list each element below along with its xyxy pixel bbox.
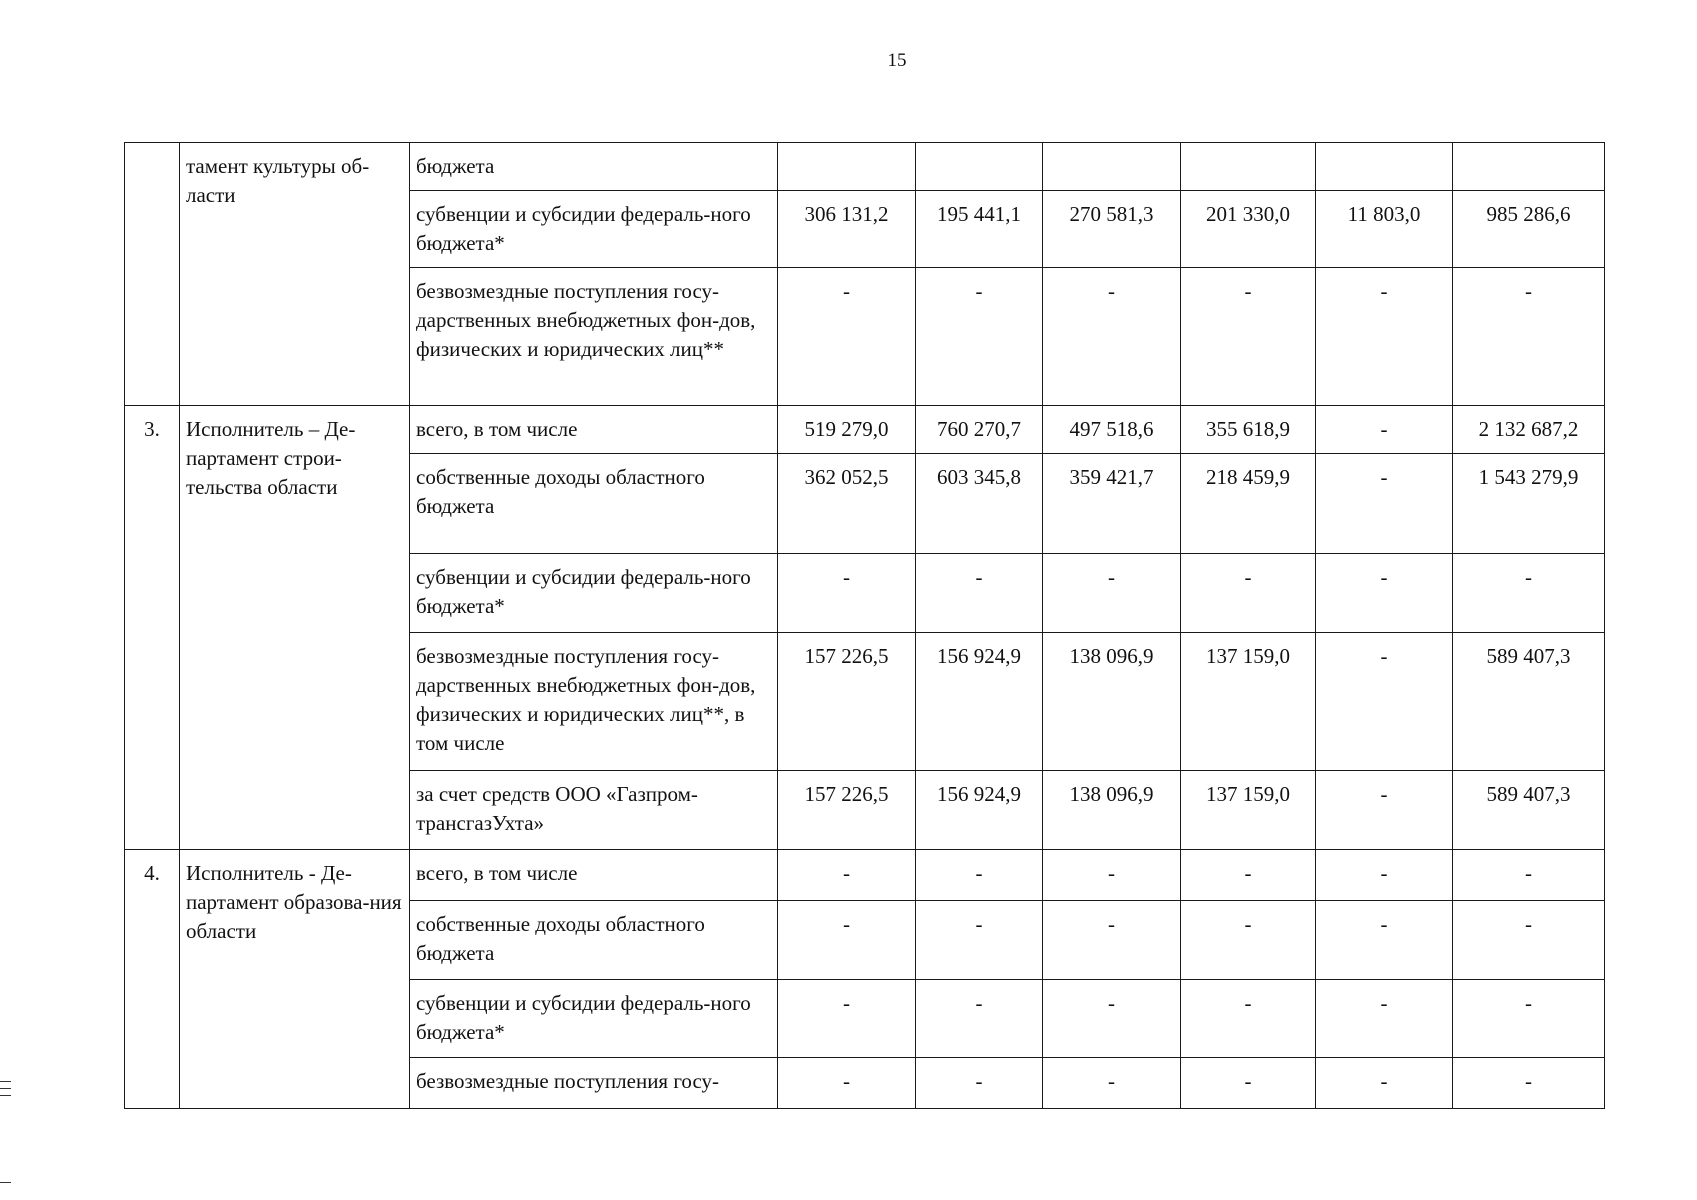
value-cell <box>1453 771 1605 850</box>
value-cell <box>1181 143 1316 191</box>
value-text: 589 407,3 <box>1486 782 1571 806</box>
value-text: 157 226,5 <box>804 644 889 668</box>
value-cell <box>778 1058 916 1109</box>
value-text: 497 518,6 <box>1069 417 1154 441</box>
value-cell <box>1453 1058 1605 1109</box>
value-text: 138 096,9 <box>1069 782 1154 806</box>
value-text: - <box>843 279 850 303</box>
value-cell <box>1043 1058 1181 1109</box>
value-cell <box>778 454 916 554</box>
value-cell <box>916 268 1043 406</box>
value-cell <box>916 454 1043 554</box>
value-cell <box>1043 454 1181 554</box>
value-text: 603 345,8 <box>937 465 1021 489</box>
value-cell <box>916 771 1043 850</box>
value-cell <box>1043 554 1181 633</box>
value-cell <box>1043 980 1181 1058</box>
value-cell <box>916 901 1043 980</box>
funding-source-cell: безвозмездные поступления госу- <box>410 1058 778 1109</box>
table-row <box>125 143 1605 191</box>
value-text: 589 407,3 <box>1486 644 1571 668</box>
value-text: - <box>1380 644 1388 668</box>
value-text: - <box>1108 279 1115 303</box>
value-cell <box>916 554 1043 633</box>
funding-source-cell: собственные доходы областного бюджета <box>410 901 778 980</box>
funding-source-cell: собственные доходы областного бюджета <box>410 454 778 554</box>
value-cell <box>1316 850 1453 901</box>
value-text: - <box>843 1069 850 1093</box>
value-text: - <box>843 991 850 1015</box>
value-text: 355 618,9 <box>1206 417 1290 441</box>
value-text: - <box>1244 279 1252 303</box>
value-text: - <box>1525 991 1532 1015</box>
value-text: - <box>1244 912 1252 936</box>
value-text: - <box>1525 279 1532 303</box>
value-cell <box>778 268 916 406</box>
value-cell <box>1316 191 1453 268</box>
value-text: - <box>1380 279 1388 303</box>
value-cell <box>1453 901 1605 980</box>
value-cell <box>1453 454 1605 554</box>
value-cell <box>778 980 916 1058</box>
value-text: 156 924,9 <box>937 782 1021 806</box>
value-text: - <box>1525 861 1532 885</box>
table-row <box>125 850 1605 901</box>
value-text: 137 159,0 <box>1206 782 1290 806</box>
value-cell <box>916 406 1043 454</box>
value-cell <box>1181 554 1316 633</box>
value-cell <box>1316 406 1453 454</box>
value-text: - <box>1108 565 1115 589</box>
value-cell <box>1453 850 1605 901</box>
value-text: 1 543 279,9 <box>1478 465 1579 489</box>
value-cell <box>916 1058 1043 1109</box>
funding-source-cell: безвозмездные поступления госу-дарственных внебюджетных фон-дов, физических и юридических лиц** <box>410 268 778 406</box>
value-text: - <box>975 912 983 936</box>
value-text: 306 131,2 <box>804 202 889 226</box>
value-cell <box>778 901 916 980</box>
budget-table <box>124 142 1605 1109</box>
funding-source-cell: субвенции и субсидии федераль-ного бюджета* <box>410 191 778 268</box>
value-text: 138 096,9 <box>1069 644 1154 668</box>
value-cell <box>1453 191 1605 268</box>
value-text: - <box>1380 991 1388 1015</box>
value-text: - <box>1108 912 1115 936</box>
value-text: 985 286,6 <box>1486 202 1571 226</box>
margin-mark <box>0 1182 11 1183</box>
funding-source-cell: за счет средств ООО «Газпром-трансгазУхта» <box>410 771 778 850</box>
value-cell <box>1316 980 1453 1058</box>
funding-source-cell: безвозмездные поступления госу-дарственных внебюджетных фон-дов, физических и юридических лиц**, в том числе <box>410 633 778 771</box>
value-cell <box>1043 633 1181 771</box>
value-text: - <box>843 565 850 589</box>
value-text: - <box>1525 1069 1532 1093</box>
page-number: 15 <box>887 50 907 71</box>
value-cell <box>1181 454 1316 554</box>
executor-cell: тамент культуры об-ласти <box>180 143 410 406</box>
value-text: - <box>975 1069 983 1093</box>
value-cell <box>778 406 916 454</box>
value-cell <box>916 143 1043 191</box>
row-number: 3. <box>125 406 180 850</box>
value-text: - <box>1108 1069 1115 1093</box>
value-text: - <box>1108 991 1115 1015</box>
value-text: - <box>1108 861 1115 885</box>
table-body <box>125 143 1605 1109</box>
funding-source-cell: субвенции и субсидии федераль-ного бюджета* <box>410 980 778 1058</box>
value-text: - <box>1244 861 1252 885</box>
value-cell <box>778 633 916 771</box>
value-cell <box>1043 406 1181 454</box>
value-cell <box>1043 268 1181 406</box>
value-cell <box>1181 633 1316 771</box>
value-cell <box>1316 268 1453 406</box>
value-text: - <box>1525 565 1532 589</box>
value-cell <box>778 554 916 633</box>
margin-mark <box>0 1081 11 1082</box>
value-cell <box>1043 191 1181 268</box>
value-cell <box>1316 771 1453 850</box>
value-text: 760 270,7 <box>937 417 1021 441</box>
value-text: - <box>1244 991 1252 1015</box>
value-cell <box>1316 1058 1453 1109</box>
value-text: - <box>1244 565 1252 589</box>
value-cell <box>778 191 916 268</box>
value-text: - <box>975 565 983 589</box>
value-cell <box>916 850 1043 901</box>
value-cell <box>1316 633 1453 771</box>
value-cell <box>1453 143 1605 191</box>
funding-source-cell: бюджета <box>410 143 778 191</box>
value-cell <box>1453 268 1605 406</box>
value-text: 2 132 687,2 <box>1478 417 1579 441</box>
value-text: 362 052,5 <box>804 465 889 489</box>
row-number <box>125 143 180 406</box>
margin-mark <box>0 1088 11 1089</box>
executor-cell: Исполнитель – Де-партамент строи-тельства области <box>180 406 410 850</box>
value-text: - <box>843 912 850 936</box>
value-cell <box>778 771 916 850</box>
value-text: - <box>1380 465 1388 489</box>
value-text: 201 330,0 <box>1206 202 1290 226</box>
value-text: - <box>1380 565 1388 589</box>
value-text: 270 581,3 <box>1069 202 1154 226</box>
value-text: - <box>1380 1069 1388 1093</box>
value-text: - <box>1244 1069 1252 1093</box>
value-cell <box>1181 1058 1316 1109</box>
value-text: 519 279,0 <box>804 417 889 441</box>
value-cell <box>1181 771 1316 850</box>
value-text: 218 459,9 <box>1206 465 1290 489</box>
value-cell <box>1453 980 1605 1058</box>
table-row <box>125 406 1605 454</box>
value-cell <box>1181 268 1316 406</box>
value-cell <box>1043 850 1181 901</box>
value-cell <box>778 850 916 901</box>
value-cell <box>1043 771 1181 850</box>
value-cell <box>1043 143 1181 191</box>
value-cell <box>1453 554 1605 633</box>
value-cell <box>778 143 916 191</box>
value-cell <box>1316 143 1453 191</box>
value-cell <box>1181 406 1316 454</box>
value-text: 156 924,9 <box>937 644 1021 668</box>
value-cell <box>1043 901 1181 980</box>
row-number: 4. <box>125 850 180 1109</box>
value-text: - <box>975 279 983 303</box>
funding-source-cell: субвенции и субсидии федераль-ного бюджета* <box>410 554 778 633</box>
funding-source-cell: всего, в том числе <box>410 406 778 454</box>
value-text: - <box>975 991 983 1015</box>
value-text: 195 441,1 <box>937 202 1021 226</box>
value-cell <box>1316 554 1453 633</box>
executor-cell: Исполнитель - Де-партамент образова-ния области <box>180 850 410 1109</box>
value-cell <box>1316 901 1453 980</box>
value-cell <box>1181 901 1316 980</box>
value-cell <box>916 980 1043 1058</box>
value-text: 137 159,0 <box>1206 644 1290 668</box>
value-cell <box>1453 633 1605 771</box>
value-text: - <box>1525 912 1532 936</box>
value-text: 11 803,0 <box>1347 202 1421 226</box>
funding-source-cell: всего, в том числе <box>410 850 778 901</box>
value-cell <box>1181 980 1316 1058</box>
value-cell <box>916 633 1043 771</box>
value-text: - <box>1380 912 1388 936</box>
value-text: 157 226,5 <box>804 782 889 806</box>
value-cell <box>1181 850 1316 901</box>
value-text: 359 421,7 <box>1069 465 1154 489</box>
value-text: - <box>975 861 983 885</box>
value-text: - <box>1380 782 1388 806</box>
value-cell <box>916 191 1043 268</box>
value-cell <box>1453 406 1605 454</box>
margin-mark <box>0 1095 11 1096</box>
value-text: - <box>843 861 850 885</box>
value-cell <box>1316 454 1453 554</box>
value-text: - <box>1380 861 1388 885</box>
value-text: - <box>1380 417 1388 441</box>
value-cell <box>1181 191 1316 268</box>
